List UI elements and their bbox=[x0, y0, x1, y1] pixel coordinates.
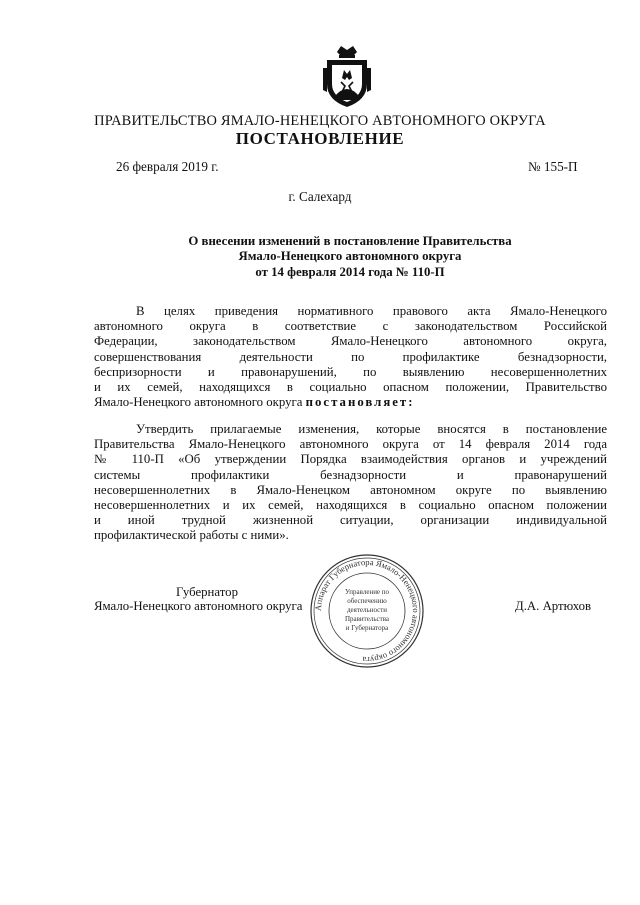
paragraph-line-text: Ямало-Ненецкого автономного округа bbox=[94, 395, 303, 410]
signature-organization: Ямало-Ненецкого автономного округа bbox=[94, 599, 303, 613]
stamp-center-line: и Губернатора bbox=[345, 624, 389, 632]
decree-word: постановляет: bbox=[305, 395, 415, 410]
paragraph-line: Утвердить прилагаемые изменения, которые вносятся в постановление bbox=[136, 422, 607, 436]
paragraph-line: Правительства Ямало-Ненецкого автономного округа от 14 февраля 2014 года bbox=[94, 437, 607, 452]
title-line: Ямало-Ненецкого автономного округа bbox=[238, 249, 462, 264]
paragraph-line: и их семей, находящихся в социально опасном положении, Правительство bbox=[94, 379, 607, 394]
document-city: г. Салехард bbox=[288, 189, 352, 204]
document-title bbox=[100, 234, 600, 280]
paragraph-line: В целях приведения нормативного правового акта Ямало-Ненецкого bbox=[136, 304, 607, 318]
title-line: от 14 февраля 2014 года № 110-П bbox=[255, 264, 445, 279]
document-type: ПОСТАНОВЛЕНИЕ bbox=[235, 129, 405, 148]
paragraph-line: профилактической работы с ними». bbox=[94, 528, 289, 543]
paragraph-line: несовершеннолетних в Ямало-Ненецком автономном округе по выявлению bbox=[94, 482, 607, 497]
paragraph-line: несовершеннолетних и их семей, находящихся в социально опасном положении bbox=[94, 497, 607, 512]
paragraph-line: беспризорности и правонарушений, по выявлению несовершеннолетних bbox=[94, 364, 607, 379]
paragraph-line: и иной трудной жизненной ситуации, организации индивидуальной bbox=[94, 513, 607, 528]
stamp-center-line: Управление по bbox=[344, 588, 390, 596]
paragraph-line: № 110-П «Об утверждении Порядка взаимодействия органов и учреждений bbox=[94, 452, 607, 467]
government-name: ПРАВИТЕЛЬСТВО ЯМАЛО-НЕНЕЦКОГО АВТОНОМНОГО ОКРУГА bbox=[94, 113, 546, 129]
stamp-center-line: деятельности bbox=[346, 606, 388, 614]
stamp-center-line: обеспечению bbox=[347, 597, 387, 605]
stamp-center-line: Правительства bbox=[344, 615, 390, 623]
paragraph-line: автономного округа в соответствие с законодательством Российской bbox=[94, 319, 607, 334]
paragraph-line: системы профилактики безнадзорности и правонарушений bbox=[94, 467, 607, 482]
resolution-paragraph bbox=[94, 422, 607, 544]
stamp-ring-text: Аппарат Губернатора Ямало-Ненецкого автономного округа bbox=[312, 556, 422, 666]
paragraph-line bbox=[94, 395, 607, 410]
preamble-paragraph bbox=[94, 304, 607, 410]
title-line: О внесении изменений в постановление Правительства bbox=[188, 234, 512, 248]
document-date: 26 февраля 2019 г. bbox=[116, 159, 219, 174]
document-number: № 155-П bbox=[528, 159, 578, 174]
coat-of-arms-icon bbox=[321, 44, 373, 110]
paragraph-line: совершенствования деятельности по профилактике безнадзорности, bbox=[94, 349, 607, 364]
signature-name: Д.А. Артюхов bbox=[515, 599, 592, 613]
paragraph-line: Федерации, законодательством Ямало-Ненецкого автономного округа, bbox=[94, 334, 607, 349]
official-stamp bbox=[308, 552, 426, 670]
signature-title: Губернатор bbox=[176, 585, 238, 599]
